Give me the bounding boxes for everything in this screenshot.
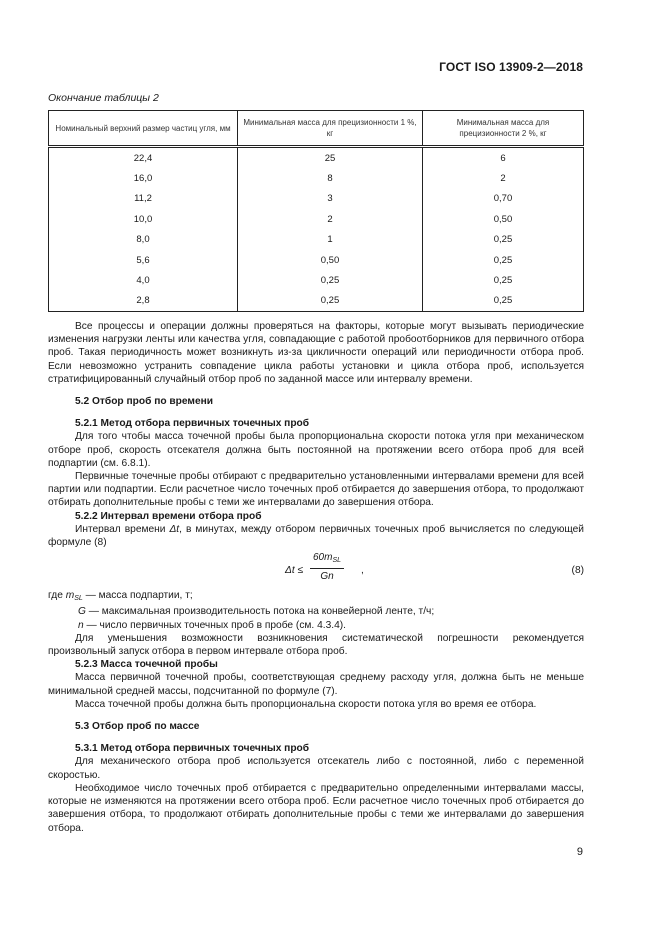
cell-particle-size: 8,0 [49,230,238,250]
section-heading-5-2-2: 5.2.2 Интервал времени отбора проб [75,510,262,522]
definition-n: n — число первичных точечных проб в пробе (см. 4.3.4). [78,619,346,631]
paragraph: Все процессы и операции должны проверяться на факторы, которые могут вызывать периодические изменения нагрузки ленты или качества угля, совпадающие с работой пробоотборников для первичного отбора проб. Такая периодичность может возникнуть из-за цикличности операций или периодичности отбора проб. Если невозможно устранить совпадение цикла работы установки и цикла отбора проб, используется стратифицированный случайный отбор проб по заданной массе или интервалу времени. [48,321,584,385]
section-heading-5-2-3: 5.2.3 Масса точечной пробы [75,659,218,671]
cell-mass-2pct: 6 [423,147,584,169]
cell-particle-size: 5,6 [49,250,238,270]
definition-g: G — максимальная производительность потока на конвейерной ленте, т/ч; [78,606,435,618]
cell-mass-2pct: 0,25 [423,230,584,250]
table-row [49,168,584,188]
formula-fraction [310,551,344,583]
section-heading-5-3-1: 5.3.1 Метод отбора первичных точечных проб [75,743,310,755]
paragraph: Для того чтобы масса точечной пробы была пропорциональна скорости потока угля при механическом отборе проб, скорость отсекателя должна быть постоянной на протяжении всего отбора проб для всей подпартии (см. 6.8.1). [48,431,584,469]
cell-mass-1pct: 3 [238,189,423,209]
cell-mass-1pct: 2 [238,209,423,229]
formula-numerator: $60m_{SL}$ [310,551,344,569]
cell-mass-2pct: 2 [423,168,584,188]
cell-mass-1pct: 0,25 [238,291,423,312]
equation-number: (8) [571,565,584,577]
cell-particle-size: 22,4 [49,147,238,169]
definition-m: где $m_{SL}$ — масса подпартии, т; [48,590,193,603]
table-row [49,189,584,209]
cell-particle-size: 11,2 [49,189,238,209]
formula-denominator: Gn [320,571,334,583]
formula-8 [48,551,584,587]
table-row [49,230,584,250]
cell-mass-1pct: 25 [238,147,423,169]
section-heading-5-3: 5.3 Отбор проб по массе [75,721,200,733]
cell-mass-2pct: 0,50 [423,209,584,229]
paragraph: Для механического отбора проб используется отсекатель либо с постоянной, либо с переменной скоростью. [48,756,584,781]
header-particle-size: Номинальный верхний размер частиц угля, мм [49,111,238,147]
formula-comma: , [361,565,364,577]
document-id: ГОСТ ISO 13909-2—2018 [439,60,583,74]
paragraph: Необходимое число точечных проб отбирается с предварительно определенными интервалами массы, которые не изменяются на протяжении всего отбора проб. Если расчетное число точечных проб отбирается до завершения отбора, то продолжают отбирать дополнительные пробы с теми же интервалами до завершения отбора. [48,782,584,834]
cell-mass-2pct: 0,70 [423,189,584,209]
section-heading-5-2-1: 5.2.1 Метод отбора первичных точечных проб [75,418,310,430]
table-caption: Окончание таблицы 2 [48,92,159,104]
table-row [49,209,584,229]
table-row [49,270,584,290]
cell-mass-2pct: 0,25 [423,270,584,290]
header-mass-1pct: Минимальная масса для прецизионности 1 %, кг [238,111,423,147]
body-text [48,320,584,835]
cell-particle-size: 16,0 [49,168,238,188]
header-mass-2pct: Минимальная масса для прецизионности 2 %, кг [423,111,584,147]
table-row [49,147,584,169]
paragraph: Для уменьшения возможности возникновения систематической погрешности рекомендуется произвольный запуск отбора в первом интервале отбора проб. [48,632,584,658]
paragraph: Интервал времени Δt, в минутах, между отбором первичных точечных проб вычисляется по следующей формуле (8) [48,523,584,549]
cell-mass-1pct: 1 [238,230,423,250]
particle-mass-table [48,110,584,312]
cell-particle-size: 2,8 [49,291,238,312]
section-heading-5-2: 5.2 Отбор проб по времени [75,396,214,408]
paragraph: Масса первичной точечной пробы, соответствующая среднему расходу угля, должна быть не меньше минимальной средней массы, подсчитанной по формуле (7). [48,672,584,697]
paragraph: Первичные точечные пробы отбирают с предварительно установленными интервалами времени для всей партии или подпартии. Если расчетное число точечных проб отбирается до завершения отбора, то продолжают отбирать дополнительные пробы с теми же интервалами до завершения отбора. [48,471,584,509]
delta-t-symbol: Δt [169,523,180,535]
variable-definitions [48,589,584,632]
table-header-row [49,111,584,147]
table-row [49,291,584,312]
cell-mass-2pct: 0,25 [423,291,584,312]
cell-mass-1pct: 0,50 [238,250,423,270]
cell-mass-2pct: 0,25 [423,250,584,270]
cell-mass-1pct: 8 [238,168,423,188]
page-number: 9 [576,846,583,858]
paragraph: Масса точечной пробы должна быть пропорциональна скорости потока угля во время ее отбора. [75,698,537,710]
cell-particle-size: 4,0 [49,270,238,290]
cell-particle-size: 10,0 [49,209,238,229]
table-row [49,250,584,270]
formula-lhs: Δt ≤ [285,565,304,577]
cell-mass-1pct: 0,25 [238,270,423,290]
